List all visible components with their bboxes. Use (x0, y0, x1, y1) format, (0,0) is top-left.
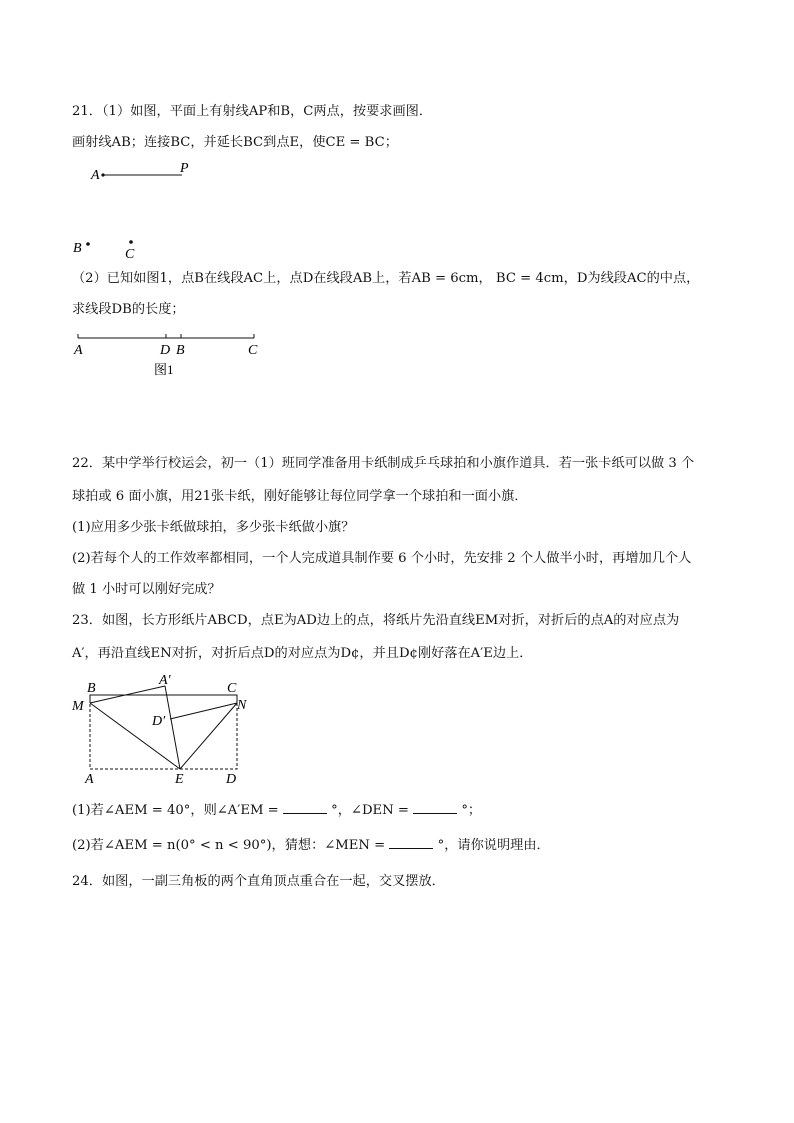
q21-line3: （2）已知如图1，点B在线段AC上，点D在线段AB上，若AB = 6cm， BC = 4cm，D为线段AC的中点， (72, 271, 700, 286)
q22-line5: 做 1 小时可以刚好完成？ (72, 582, 221, 597)
q22-line3: (1)应用多少张卡纸做球拍，多少张卡纸做小旗？ (72, 520, 355, 535)
answer-blank-men[interactable] (389, 836, 433, 849)
q21-line1: 21．（1）如图，平面上有射线AP和B，C两点，按要求画图． (72, 104, 433, 119)
label-d: D (226, 772, 237, 787)
q22-line1: 22．某中学举行校运会，初一（1）班同学准备用卡纸制成乒乓球拍和小旗作道具．若一张卡纸可以做 3 个 (72, 456, 695, 471)
line-a1e (165, 686, 180, 769)
label-c: C (248, 343, 258, 358)
rect-abcd-dashed (90, 695, 237, 769)
q22-line4: (2)若每个人的工作效率都相同，一个人完成道具制作要 6 个小时，先安排 2 个人做半小时，再增加几个人 (72, 551, 692, 566)
q23-part2-prefix: (2)若∠AEM = n(0° < n < 90°)，猜想：∠MEN = (72, 838, 386, 853)
q23-part1-prefix: (1)若∠AEM = 40°，则∠A′EM = (72, 803, 279, 818)
q23-part2-suffix: °，请你说明理由． (437, 838, 550, 853)
q23-line2: A′，再沿直线EN对折，对折后点D的对应点为D¢，并且D¢刚好落在A′E边上． (72, 646, 533, 661)
q23-line3 (72, 801, 481, 820)
label-c: C (125, 247, 135, 262)
line-me (90, 703, 180, 769)
q23-line4 (72, 836, 550, 855)
q23-line1: 23．如图，长方形纸片ABCD，点E为AD边上的点，将纸片先沿直线EM对折，对折后的点A的对应点为 (72, 613, 680, 628)
q23-figure-rectangle (65, 670, 265, 790)
point-b (86, 242, 90, 246)
label-p: P (180, 161, 189, 176)
q24-line1: 24．如图，一副三角板的两个直角顶点重合在一起，交叉摆放． (72, 874, 445, 889)
line-ne (180, 703, 237, 769)
label-c: C (227, 681, 237, 696)
label-a: A (85, 772, 94, 787)
line-nd1 (170, 703, 237, 719)
answer-blank-a1em[interactable] (283, 801, 327, 814)
q21-line2: 画射线AB；连接BC，并延长BC到点E，使CE = BC； (72, 135, 398, 150)
q23-part1-suffix: °； (461, 803, 482, 818)
label-b: B (87, 681, 96, 696)
label-d-prime: D′ (152, 714, 166, 729)
label-a: A (91, 168, 100, 183)
q22-line2: 球拍或 6 面小旗，用21张卡纸，刚好能够让每位同学拿一个球拍和一面小旗． (72, 489, 528, 504)
q21-line4: 求线段DB的长度； (72, 302, 185, 317)
q21-figure-ray (73, 155, 215, 265)
label-m: M (72, 699, 84, 714)
label-a-prime: A′ (159, 673, 171, 688)
label-b: B (176, 343, 185, 358)
q23-part1-middle: °，∠DEN = (331, 803, 409, 818)
answer-blank-den[interactable] (413, 801, 457, 814)
point-a (101, 173, 104, 176)
label-n: N (237, 698, 247, 713)
label-b: B (73, 241, 82, 256)
label-d: D (160, 343, 171, 358)
label-a: A (74, 343, 83, 358)
q21-figure-segment (70, 330, 270, 382)
label-e: E (175, 772, 184, 787)
point-c (129, 240, 133, 244)
figure-caption: 图1 (154, 362, 174, 377)
